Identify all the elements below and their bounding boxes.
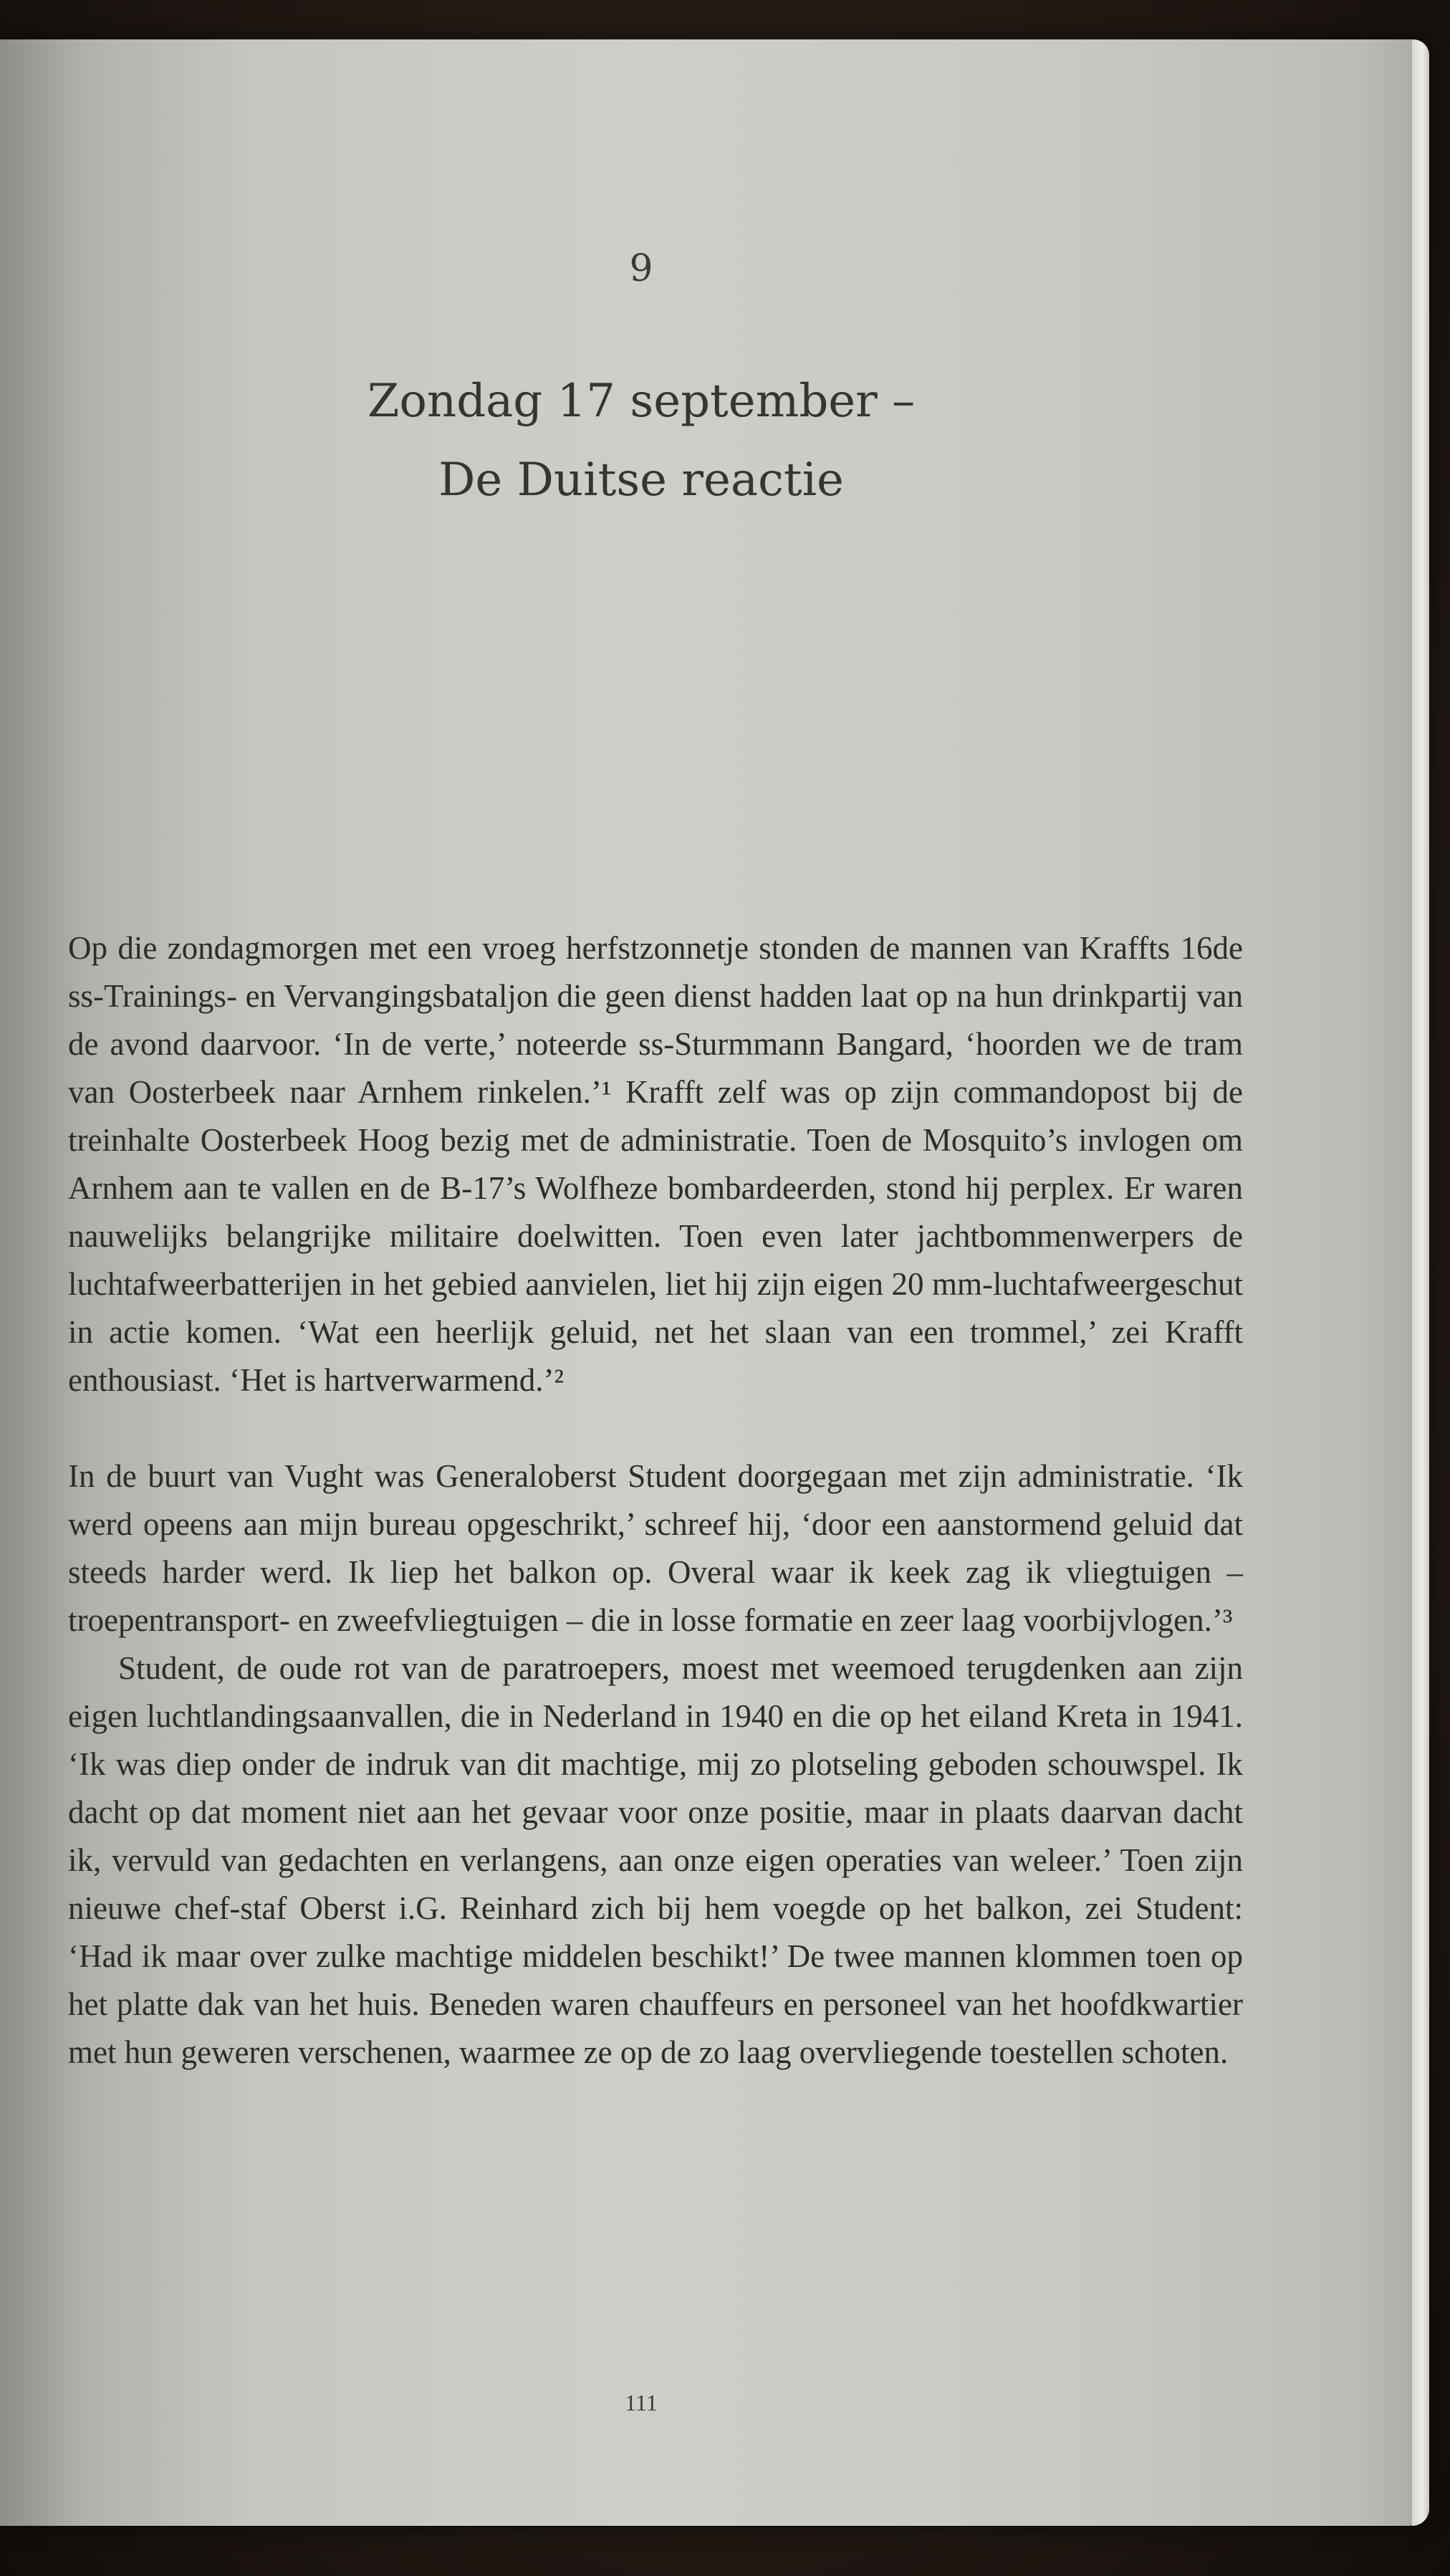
chapter-number: 9 (629, 247, 653, 290)
chapter-title-line-2: De Duitse reactie (438, 454, 844, 507)
chapter-title (0, 362, 1282, 519)
page-number: 111 (625, 2390, 658, 2415)
paragraph-2: In de buurt van Vught was Generaloberst Student doorgegaan met zijn administratie. ‘Ik werd opeens aan mijn bureau opgeschrikt,’ schreef hij, ‘door een aanstormend geluid dat steeds harder werd. Ik liep het balkon op. Overal waar ik keek zag ik vliegtuigen – troepentransport- en zweefvliegtuigen – die in losse formatie en zeer laag voorbijvlogen.’³ (68, 1458, 1243, 1638)
chapter-title-line-1: Zondag 17 september – (367, 375, 916, 428)
page-edge (1412, 39, 1429, 2526)
body-text (68, 924, 1243, 2077)
paragraph-3: Student, de oude rot van de paratroepers, moest met weemoed terugdenken aan zijn eigen luchtlandingsaanvallen, die in Nederland in 1940 en die op het eiland Kreta in 1941. ‘Ik was diep onder de indruk van dit machtige, mij zo plotseling geboden schouwspel. Ik dacht op dat moment niet aan het gevaar voor onze positie, maar in plaats daarvan dacht ik, vervuld van gedachten en verlangens, aan onze eigen operaties van weleer.’ Toen zijn nieuwe chef-staf Oberst i.G. Reinhard zich bij hem voegde op het balkon, zei Student: ‘Had ik maar over zulke machtige middelen beschikt!’ De twee mannen klommen toen op het platte dak van het huis. Beneden waren chauffeurs en personeel van het hoofdkwartier met hun geweren verschenen, waarmee ze op de zo laag overvliegende toestellen schoten. (68, 1650, 1243, 2070)
paragraph-1: Op die zondagmorgen met een vroeg herfstzonnetje stonden de mannen van Kraffts 16de ss-Trainings- en Vervangingsbataljon die geen dienst hadden laat op na hun drinkpartij van de avond daarvoor. ‘In de verte,’ noteerde ss-Sturmmann Bangard, ‘hoorden we de tram van Oosterbeek naar Arnhem rinkelen.’¹ Krafft zelf was op zijn commandopost bij de treinhalte Oosterbeek Hoog bezig met de administratie. Toen de Mosquito’s invlogen om Arnhem aan te vallen en de B-17’s Wolfheze bombardeerden, stond hij perplex. Er waren nauwelijks belangrijke militaire doelwitten. Toen even later jachtbommenwerpers de luchtafweerbatterijen in het gebied aanvielen, liet hij zijn eigen 20 mm-luchtafweergeschut in actie komen. ‘Wat een heerlijk geluid, net het slaan van een trommel,’ zei Krafft enthousiast. ‘Het is hartverwarmend.’² (68, 930, 1243, 1398)
book-page (0, 39, 1429, 2526)
